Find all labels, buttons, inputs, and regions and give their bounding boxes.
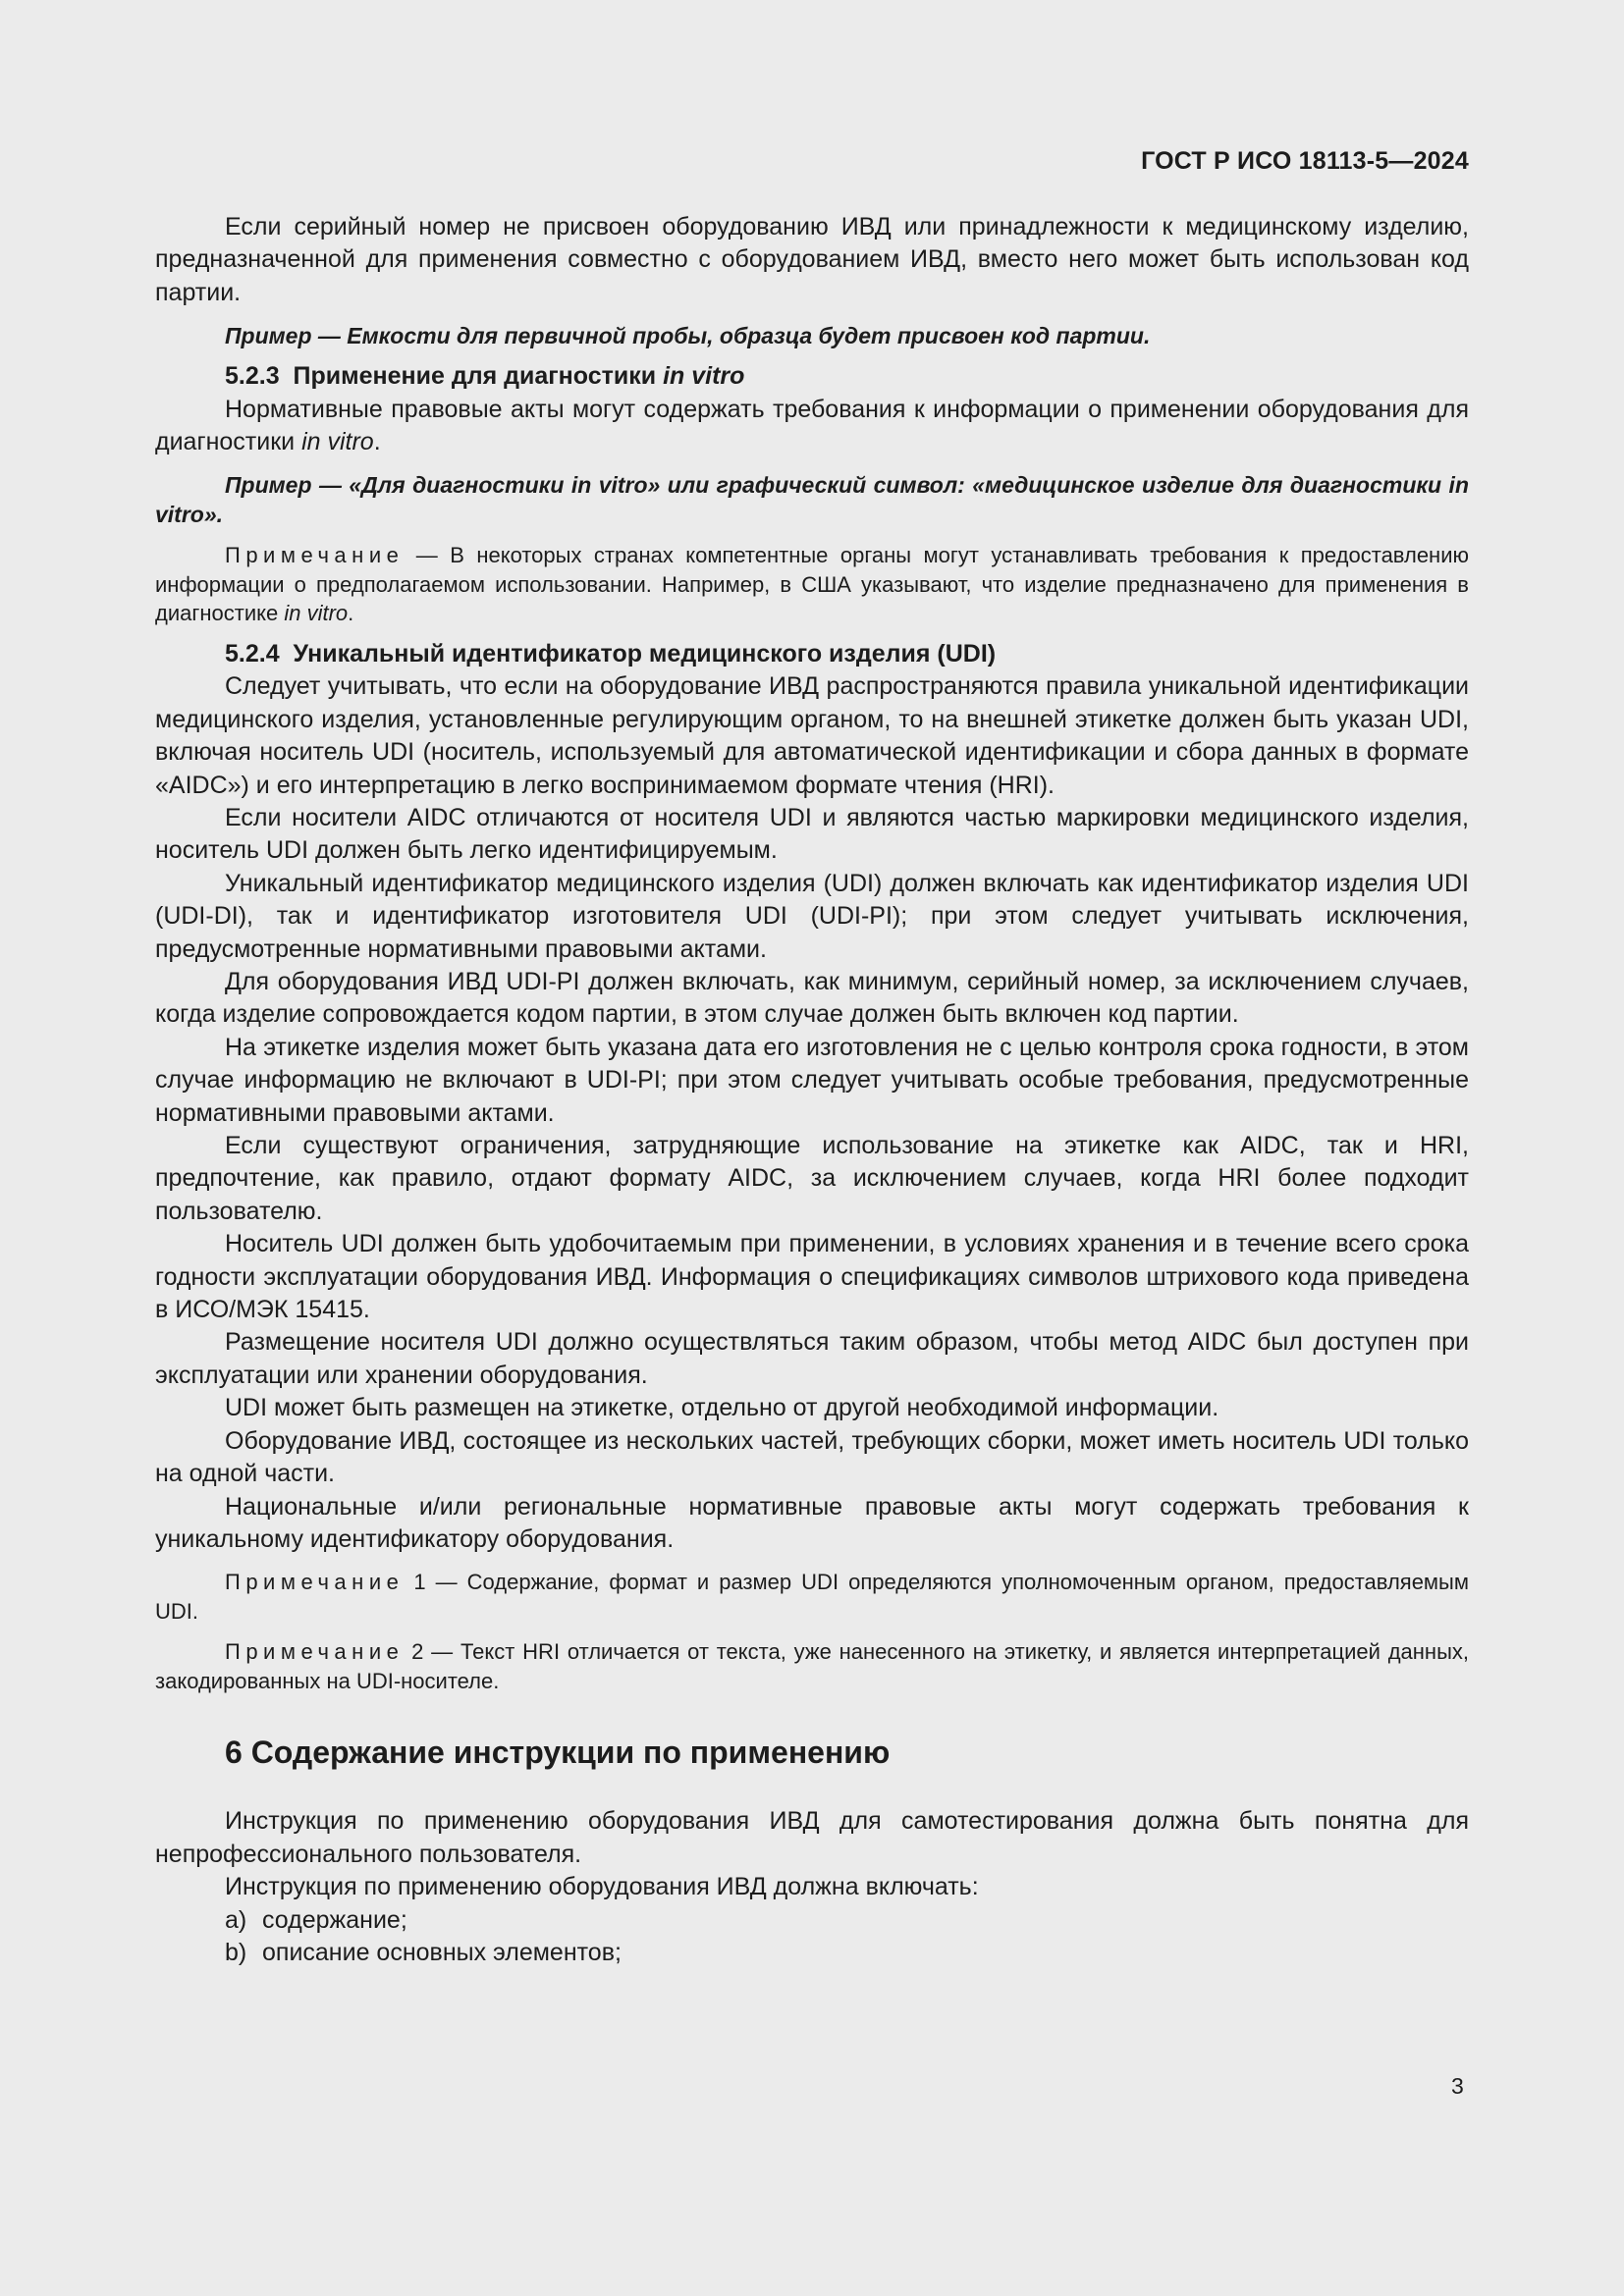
paragraph: На этикетке изделия может быть указана дата его изготовления не с целью контроля срока годности, в этом случае информацию не включают в UDI-PI; при этом следует учитывать особые требования, предусмотренные нормативными правовыми актами.	[155, 1033, 1469, 1127]
document-header: ГОСТ Р ИСО 18113-5—2024	[1141, 147, 1469, 175]
note	[155, 541, 1469, 628]
paragraph: Если существуют ограничения, затрудняющие использование на этикетке как AIDC, так и HRI, предпочтение, как правило, отдают формату AIDC, за исключением случаев, когда HRI более подходит пользователю.	[155, 1132, 1469, 1225]
paragraph-text: Нормативные правовые акты могут содержать требования к информации о применении оборудования для диагностики	[155, 395, 1469, 456]
list-marker: b)	[225, 1938, 247, 1966]
paragraph-text: .	[373, 428, 381, 456]
paragraph: Размещение носителя UDI должно осуществляться таким образом, чтобы метод AIDC был доступен при эксплуатации или хранении оборудования.	[155, 1328, 1469, 1389]
subsection-heading-5-2-3	[155, 360, 1469, 393]
subsection-title: Уникальный идентификатор медицинского изделия (UDI)	[293, 639, 997, 667]
note-text: 2 — Текст HRI отличается от текста, уже нанесенного на этикетку, и является интерпретацией данных, закодированных на UDI-носителе.	[155, 1639, 1469, 1693]
list-item-text: содержание;	[262, 1905, 407, 1934]
paragraph: Носитель UDI должен быть удобочитаемым при применении, в условиях хранения и в течение всего срока годности эксплуатации оборудования ИВД. Информация о спецификациях символов штрихового кода приведена в ИСО/МЭК 15415.	[155, 1230, 1469, 1324]
paragraph: Инструкция по применению оборудования ИВД должна включать:	[225, 1873, 979, 1901]
paragraph	[155, 394, 1469, 459]
list-marker: a)	[225, 1905, 247, 1934]
note-label: Примечание	[225, 543, 405, 568]
note-label: Примечание	[225, 1570, 405, 1595]
paragraph: Следует учитывать, что если на оборудование ИВД распространяются правила уникальной идентификации медицинского изделия, установленные регулирующим органом, то на внешней этикетке должен быть указан UDI, включая носитель UDI (носитель, используемый для автоматической идентификации и сбора данных в формате «AIDC») и его интерпретацию в легко воспринимаемом формате чтения (HRI).	[155, 672, 1469, 799]
paragraph: Для оборудования ИВД UDI-PI должен включать, как минимум, серийный номер, за исключением случаев, когда изделие сопровождается кодом партии, в этом случае должен быть включен код партии.	[155, 968, 1469, 1029]
paragraph: Если серийный номер не присвоен оборудованию ИВД или принадлежности к медицинскому изделию, предназначенной для применения совместно с оборудованием ИВД, вместо него может быть использован код партии.	[155, 213, 1469, 306]
paragraph: Уникальный идентификатор медицинского изделия (UDI) должен включать как идентификатор изделия UDI (UDI-DI), так и идентификатор изготовителя UDI (UDI-PI); при этом следует учитывать исключения, предусмотренные нормативными правовыми актами.	[155, 869, 1469, 963]
subsection-title: Применение для диагностики	[293, 362, 657, 391]
document-page	[155, 147, 1469, 1969]
paragraph: Если носители AIDC отличаются от носителя UDI и являются частью маркировки медицинского изделия, носитель UDI должен быть легко идентифицируемым.	[155, 803, 1469, 865]
example: Пример — Емкости для первичной пробы, образца будет присвоен код партии.	[225, 323, 1151, 349]
example: Пример — «Для диагностики in vitro» или графический символ: «медицинское изделие для диагностики in vitro».	[155, 472, 1469, 528]
paragraph: Национальные и/или региональные нормативные правовые акты могут содержать требования к уникальному идентификатору оборудования.	[155, 1492, 1469, 1553]
note	[155, 1568, 1469, 1626]
paragraph: Инструкция по применению оборудования ИВД для самотестирования должна быть понятна для непрофессионального пользователя.	[155, 1807, 1469, 1868]
subsection-number: 5.2.3	[225, 362, 280, 391]
list-item-text: описание основных элементов;	[262, 1938, 622, 1966]
page-number: 3	[1451, 2073, 1464, 2099]
subsection-number: 5.2.4	[225, 639, 280, 667]
list-item	[225, 1937, 1469, 1969]
section-heading-6: 6 Содержание инструкции по применению	[225, 1735, 891, 1771]
note	[155, 1637, 1469, 1695]
note-text: 1 — Содержание, формат и размер UDI определяются уполномоченным органом, предоставляемым UDI.	[155, 1570, 1469, 1624]
note-text: — В некоторых странах компетентные органы могут устанавливать требования к предоставлению информации о предполагаемом использовании. Например, в США указывают, что изделие предназначено для применения в диагностике	[155, 543, 1469, 626]
note-label: Примечание	[225, 1639, 405, 1665]
note-text: .	[348, 601, 354, 626]
note-italic: in vitro	[284, 601, 349, 626]
subsection-title-italic: in vitro	[663, 362, 745, 391]
paragraph: Оборудование ИВД, состоящее из нескольких частей, требующих сборки, может иметь носитель UDI только на одной части.	[155, 1426, 1469, 1488]
list-item	[225, 1904, 1469, 1937]
subsection-heading-5-2-4	[155, 638, 1469, 670]
paragraph: UDI может быть размещен на этикетке, отдельно от другой необходимой информации.	[225, 1394, 1219, 1422]
paragraph-italic: in vitro	[301, 428, 374, 456]
